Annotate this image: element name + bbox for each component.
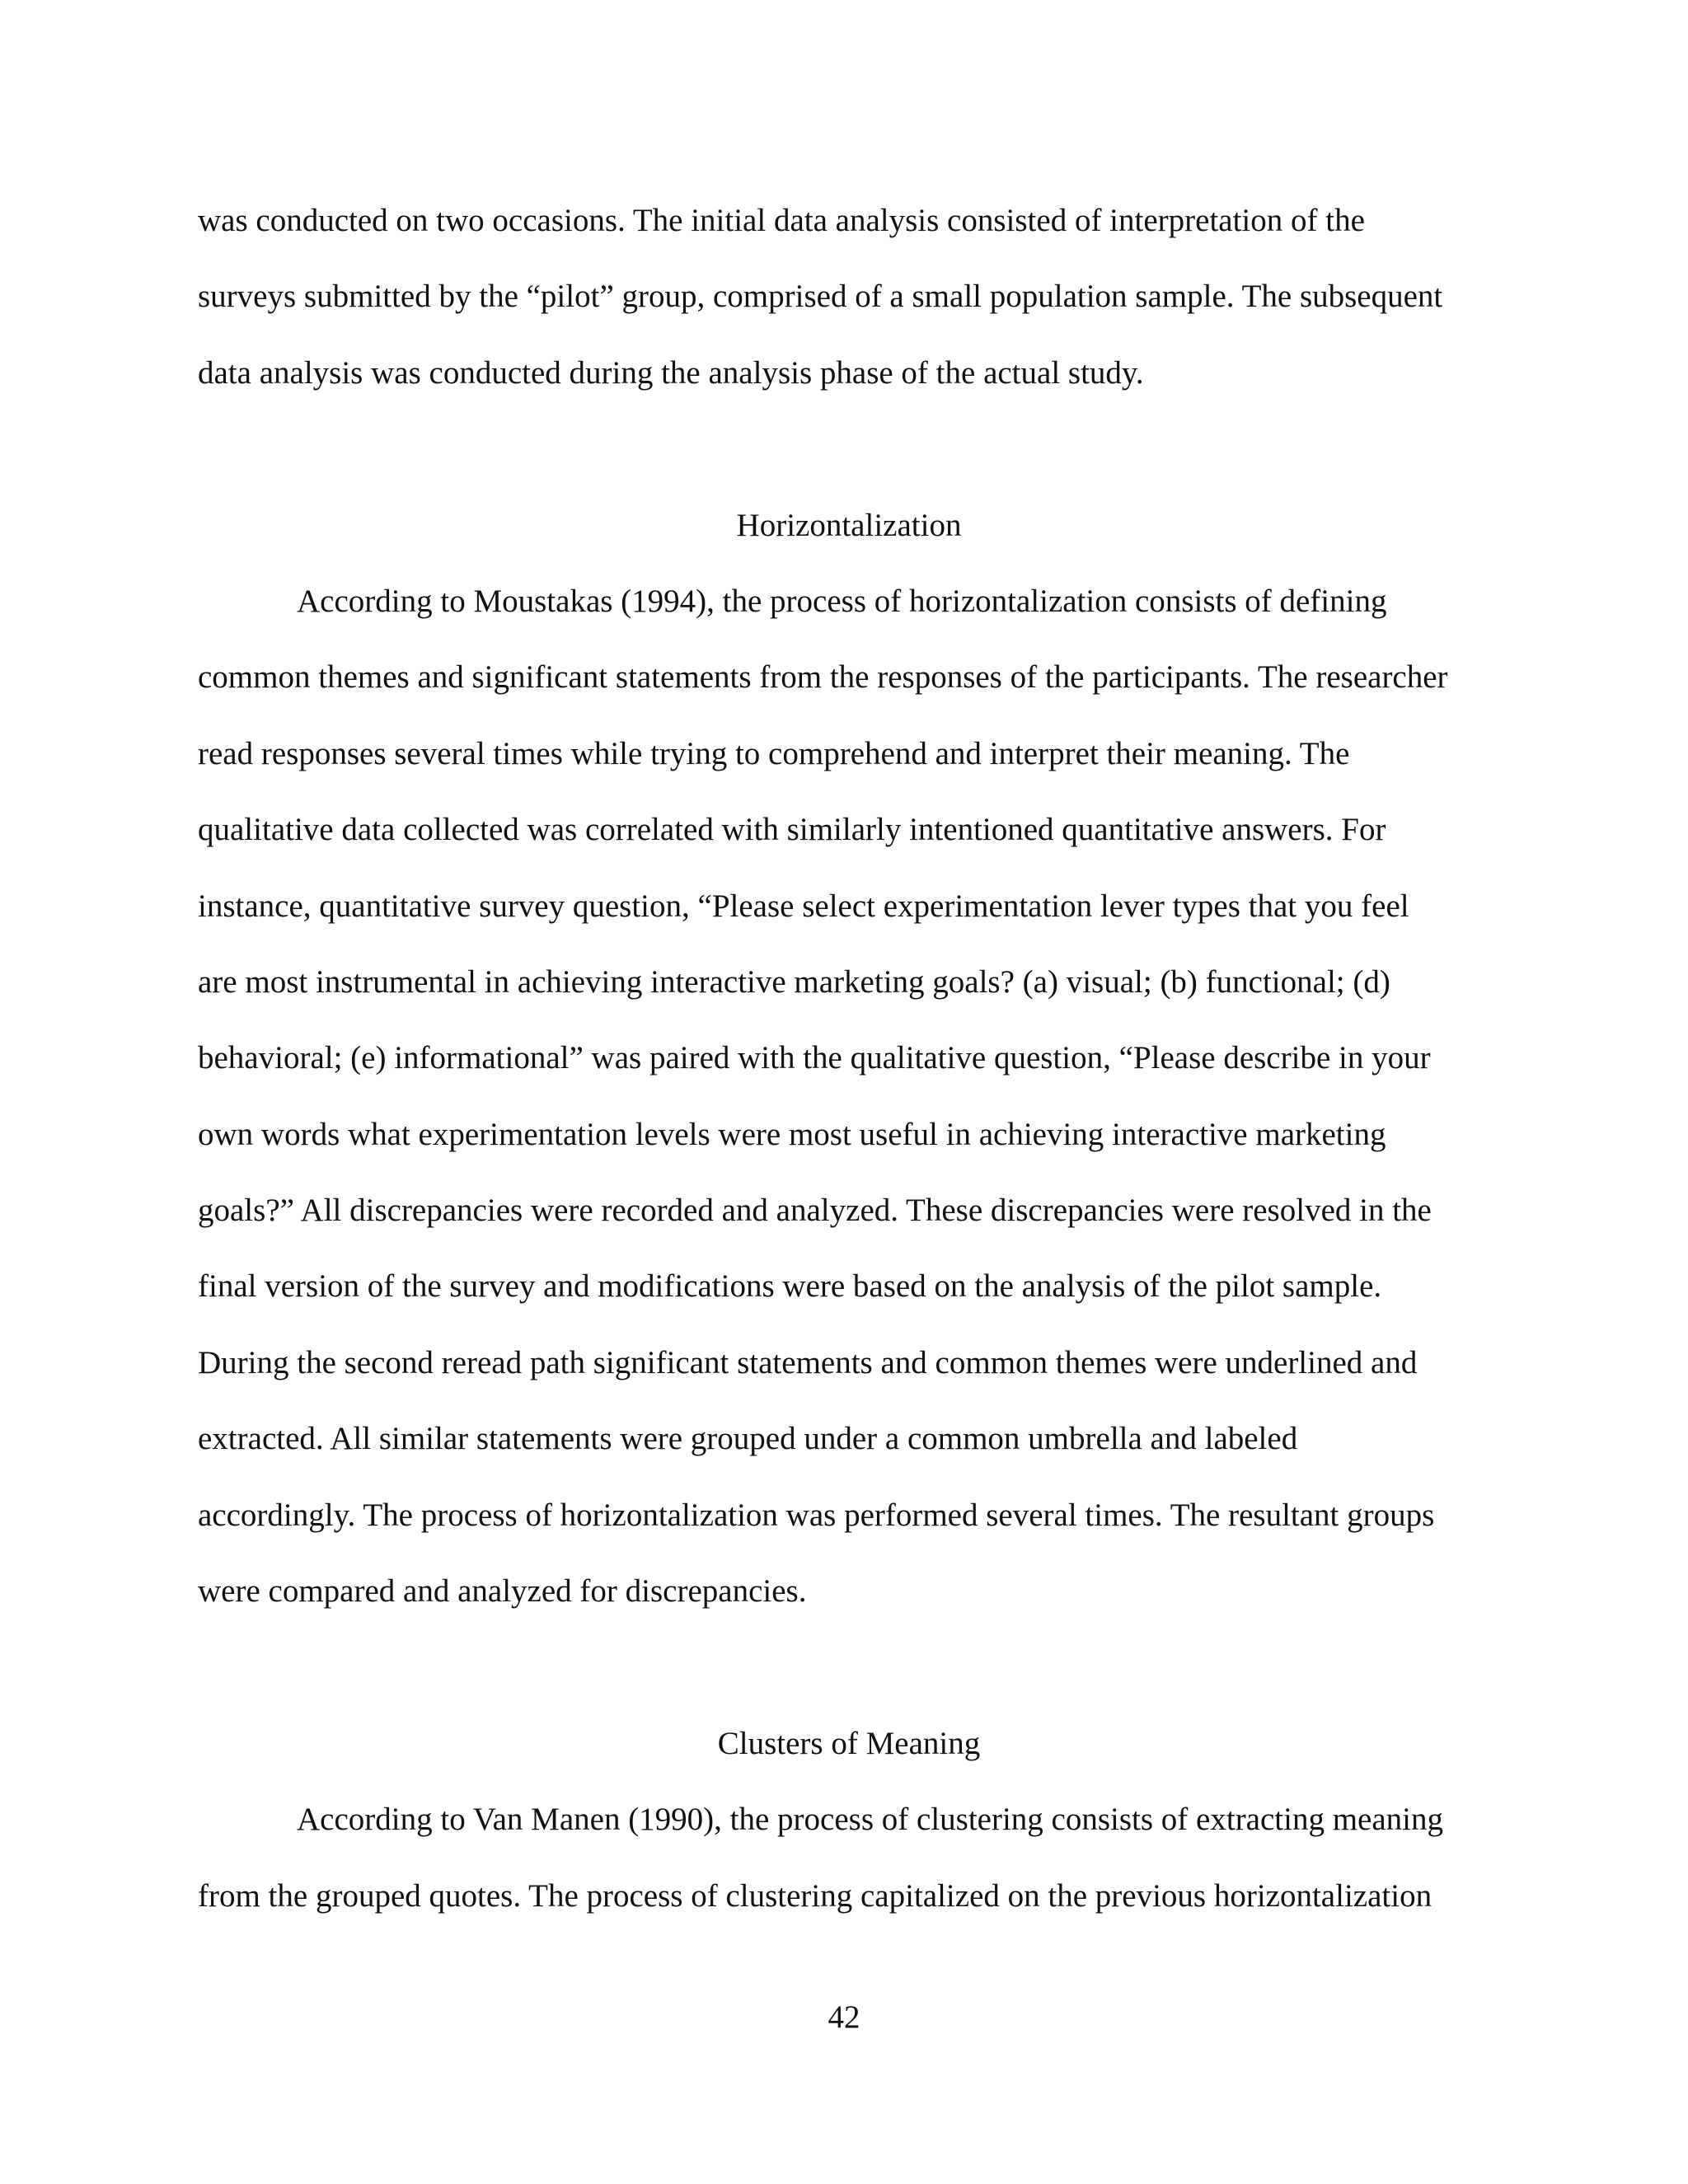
section-spacer (198, 1629, 1500, 1705)
text-line: final version of the survey and modifications were based on the analysis of the pilot sample. (198, 1268, 1382, 1305)
text-line: surveys submitted by the “pilot” group, comprised of a small population sample. The subsequent (198, 279, 1443, 315)
text-line: were compared and analyzed for discrepancies. (198, 1573, 807, 1610)
text-line: goals?” All discrepancies were recorded and analyzed. These discrepancies were resolved in the (198, 1193, 1432, 1229)
text-line: common themes and significant statements from the responses of the participants. The researcher (198, 659, 1448, 696)
section-horizontalization (198, 488, 1500, 1630)
section-spacer (198, 411, 1500, 487)
page-body (198, 183, 1500, 1934)
text-line: data analysis was conducted during the analysis phase of the actual study. (198, 354, 1144, 391)
text-line: extracted. All similar statements were grouped under a common umbrella and labeled (198, 1421, 1298, 1457)
text-line: According to Van Manen (1990), the process of clustering consists of extracting meaning (297, 1802, 1444, 1838)
text-line: was conducted on two occasions. The initial data analysis consisted of interpretation of the (198, 203, 1365, 238)
text-line: read responses several times while trying to comprehend and interpret their meaning. The (198, 735, 1350, 771)
text-line: accordingly. The process of horizontalization was performed several times. The resultant groups (198, 1497, 1435, 1533)
intro-paragraph (198, 183, 1500, 411)
text-line: behavioral; (e) informational” was paired with the qualitative question, “Please describe in your (198, 1040, 1431, 1076)
section-clusters-of-meaning (198, 1706, 1500, 1934)
section-heading: Clusters of Meaning (717, 1725, 981, 1761)
text-line: from the grouped quotes. The process of clustering capitalized on the previous horizontalization (198, 1877, 1432, 1914)
text-line: qualitative data collected was correlated with similarly intentioned quantitative answers. For (198, 812, 1386, 848)
text-line: During the second reread path significant statements and common themes were underlined and (198, 1344, 1418, 1380)
page-number: 42 (828, 1999, 860, 2035)
text-line: According to Moustakas (1994), the process of horizontalization consists of defining (297, 583, 1387, 619)
text-line: are most instrumental in achieving interactive marketing goals? (a) visual; (b) functional; (d) (198, 963, 1390, 1000)
text-line: instance, quantitative survey question, “Please select experimentation lever types that you feel (198, 888, 1409, 924)
section-heading: Horizontalization (736, 507, 962, 543)
text-line: own words what experimentation levels were most useful in achieving interactive marketing (198, 1116, 1386, 1152)
